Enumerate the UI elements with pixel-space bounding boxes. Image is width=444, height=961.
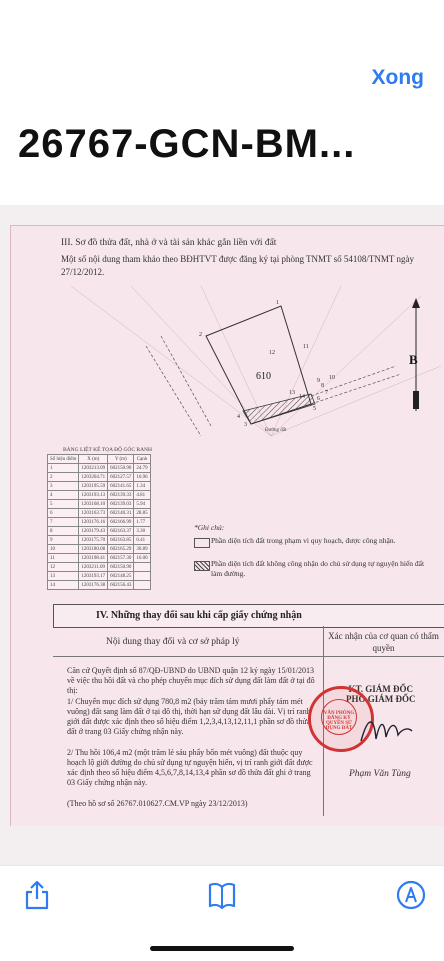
- table-cell: 2: [48, 473, 79, 482]
- table-cell: 9: [48, 536, 79, 545]
- table-cell: 24.79: [134, 464, 150, 473]
- point-label: 2: [199, 332, 202, 338]
- section3-title: III. Sơ đồ thửa đất, nhà ở và tài sản khác gắn liền với đất: [61, 238, 277, 248]
- table-cell: 13: [48, 572, 79, 581]
- certificate-page: [10, 225, 444, 826]
- table-row: [48, 545, 151, 554]
- coord-header: X (m): [79, 455, 108, 464]
- table-cell: 602165.29: [108, 545, 134, 554]
- point-label: 6: [317, 396, 320, 402]
- home-indicator[interactable]: [150, 946, 294, 951]
- table-cell: 602139.33: [108, 491, 134, 500]
- table-row: [48, 563, 151, 572]
- table-cell: 1203179.43: [79, 527, 108, 536]
- table-cell: 602166.99: [108, 518, 134, 527]
- point-label: 13: [289, 390, 295, 396]
- table-row: [48, 554, 151, 563]
- legend-swatch-donated: [194, 561, 210, 571]
- parcel-map: [11, 286, 444, 446]
- table-cell: 16.96: [134, 473, 150, 482]
- table-cell: 3: [48, 482, 79, 491]
- bookmark-icon[interactable]: [205, 878, 239, 912]
- point-label: 3: [244, 422, 247, 428]
- change-item-1: 1/ Chuyển mục đích sử dụng 780,8 m2 (bảy trăm tám mươi phẩy tám mét vuông) đất sang làm đất ở tại đô thị, thời hạn sử dụng đất lâu dài. Vị trí ranh giới đất được xác định theo số hiệu điểm 1,2,3,4,13,12,11,1 phần sơ đồ thửa đất ở trang 03 Giấy chứng nhận này.: [67, 697, 311, 736]
- table-cell: 1203175.70: [79, 536, 108, 545]
- table-cell: 28.85: [134, 509, 150, 518]
- section3-note: Một số nội dung tham khảo theo BĐHTVT được đăng ký tại phòng TNMT số 54108/TNMT ngày 27/12/2012.: [61, 254, 414, 277]
- table-cell: 1203163.73: [79, 509, 108, 518]
- col2-header: Xác nhận của cơ quan có thẩm quyền: [328, 631, 439, 653]
- table-cell: 1203168.10: [79, 500, 108, 509]
- table-cell: 1203193.17: [79, 572, 108, 581]
- table-cell: 1: [48, 464, 79, 473]
- point-label: 14: [299, 394, 305, 400]
- table-cell: 10: [48, 545, 79, 554]
- table-cell: 602139.03: [108, 500, 134, 509]
- markup-icon[interactable]: [394, 878, 428, 912]
- point-label: 9: [317, 378, 320, 384]
- handwritten-signature: [356, 711, 416, 751]
- point-label: 1: [276, 300, 279, 306]
- coord-header: Số hiệu điểm: [48, 455, 79, 464]
- table-cell: 7: [48, 518, 79, 527]
- table-row: [48, 482, 151, 491]
- point-label: 8: [321, 383, 324, 389]
- col1-header: Nội dung thay đổi và cơ sở pháp lý: [106, 637, 240, 647]
- table-cell: 602163.85: [108, 536, 134, 545]
- point-label: 4: [237, 414, 240, 420]
- document-viewer[interactable]: [0, 205, 444, 865]
- table-row: [48, 518, 151, 527]
- table-cell: 16.00: [134, 554, 150, 563]
- point-label: 5: [313, 406, 316, 412]
- table-cell: 1203195.59: [79, 482, 108, 491]
- table-cell: 4.81: [134, 491, 150, 500]
- change-item-2: 2/ Thu hồi 106,4 m2 (một trăm lẻ sáu phẩy bốn mét vuông) đất thuộc quy hoạch lộ giới đường do chủ sử dụng tự nguyện hiến, vị trí ranh giới đất được xác định theo số hiệu điểm 4,5,6,7,8,14,13,4 phần sơ đồ thửa đất ghi ở trang 03 Giấy chứng nhận này.: [67, 748, 313, 787]
- table-cell: 6: [48, 509, 79, 518]
- seal-text: VĂN PHÒNG ĐĂNG KÝ QUYỀN SỬ DỤNG ĐẤT: [323, 711, 355, 731]
- table-cell: 4: [48, 491, 79, 500]
- point-label: 7: [325, 390, 328, 396]
- section4-title: IV. Những thay đổi sau khi cấp giấy chứng nhận: [96, 610, 302, 621]
- coord-header: Y (m): [108, 455, 134, 464]
- table-cell: 1203204.71: [79, 473, 108, 482]
- table-cell: 12: [48, 563, 79, 572]
- parcel-number: 610: [256, 371, 271, 382]
- table-cell: 11: [48, 554, 79, 563]
- table-cell: 602140.31: [108, 509, 134, 518]
- signer-name: Phạm Văn Tùng: [349, 769, 411, 779]
- legend-item-donated: Phần diện tích đất không công nhận do chủ sử dụng tự nguyện hiến đất làm đường.: [211, 559, 425, 578]
- point-label: 11: [303, 344, 309, 350]
- table-cell: 30.89: [134, 545, 150, 554]
- table-cell: 1203198.41: [79, 554, 108, 563]
- table-cell: 1203211.09: [79, 563, 108, 572]
- table-row: [48, 509, 151, 518]
- table-row: [48, 473, 151, 482]
- legend-item-planned: Phần diện tích đất trong phạm vi quy hoạch, được công nhận.: [211, 536, 396, 545]
- table-cell: 5.94: [134, 500, 150, 509]
- table-cell: 602148.25: [108, 572, 134, 581]
- coord-table-title: BẢNG LIỆT KÊ TỌA ĐỘ GÓC RANH: [63, 447, 153, 453]
- dossier-reference: (Theo hồ sơ số 26767.010627.CM.VP ngày 23/12/2013): [67, 799, 248, 808]
- table-row: [48, 464, 151, 473]
- table-cell: 3.30: [134, 527, 150, 536]
- share-icon[interactable]: [20, 878, 54, 912]
- table-divider: [53, 656, 444, 657]
- table-cell: [134, 572, 150, 581]
- table-cell: 602163.37: [108, 527, 134, 536]
- table-cell: 8: [48, 527, 79, 536]
- coord-table: [47, 454, 151, 590]
- table-cell: 1203176.38: [79, 581, 108, 590]
- table-cell: 14: [48, 581, 79, 590]
- table-cell: 602156.43: [108, 581, 134, 590]
- table-cell: [134, 581, 150, 590]
- table-cell: 1.34: [134, 482, 150, 491]
- signer-role-1: KT. GIÁM ĐỐC: [348, 684, 414, 694]
- table-cell: 5: [48, 500, 79, 509]
- table-cell: 1.77: [134, 518, 150, 527]
- signer-role-2: PHÓ GIÁM ĐỐC: [346, 694, 416, 704]
- document-title: 26767-GCN-BM...: [18, 122, 356, 166]
- legend-title: *Ghi chú:: [194, 523, 225, 532]
- table-cell: 1203193.13: [79, 491, 108, 500]
- coord-header: Cạnh: [134, 455, 150, 464]
- legend-swatch-planned: [194, 538, 210, 548]
- table-cell: 1203213.09: [79, 464, 108, 473]
- road-label: Đường đất: [265, 428, 287, 433]
- table-row: [48, 500, 151, 509]
- table-row: [48, 572, 151, 581]
- table-row: [48, 491, 151, 500]
- point-label: 10: [329, 375, 335, 381]
- table-row: [48, 581, 151, 590]
- north-label: B: [409, 352, 418, 367]
- done-button[interactable]: Xong: [371, 66, 424, 89]
- table-cell: 1203180.08: [79, 545, 108, 554]
- table-row: [48, 527, 151, 536]
- table-cell: 602127.57: [108, 473, 134, 482]
- table-cell: 602141.65: [108, 482, 134, 491]
- table-cell: [134, 563, 150, 572]
- table-cell: 602157.30: [108, 554, 134, 563]
- table-cell: 602150.90: [108, 464, 134, 473]
- top-bar: [0, 0, 444, 110]
- table-cell: 602150.90: [108, 563, 134, 572]
- decision-paragraph: Căn cứ Quyết định số 87/QĐ-UBND do UBND quận 12 ký ngày 15/01/2013 về việc thu hồi đất và cho phép chuyển mục đích sử dụng đất làm đất ở tại đô thị:: [67, 666, 315, 695]
- table-cell: 0.41: [134, 536, 150, 545]
- table-cell: 1203176.16: [79, 518, 108, 527]
- table-row: [48, 536, 151, 545]
- point-label: 12: [269, 350, 275, 356]
